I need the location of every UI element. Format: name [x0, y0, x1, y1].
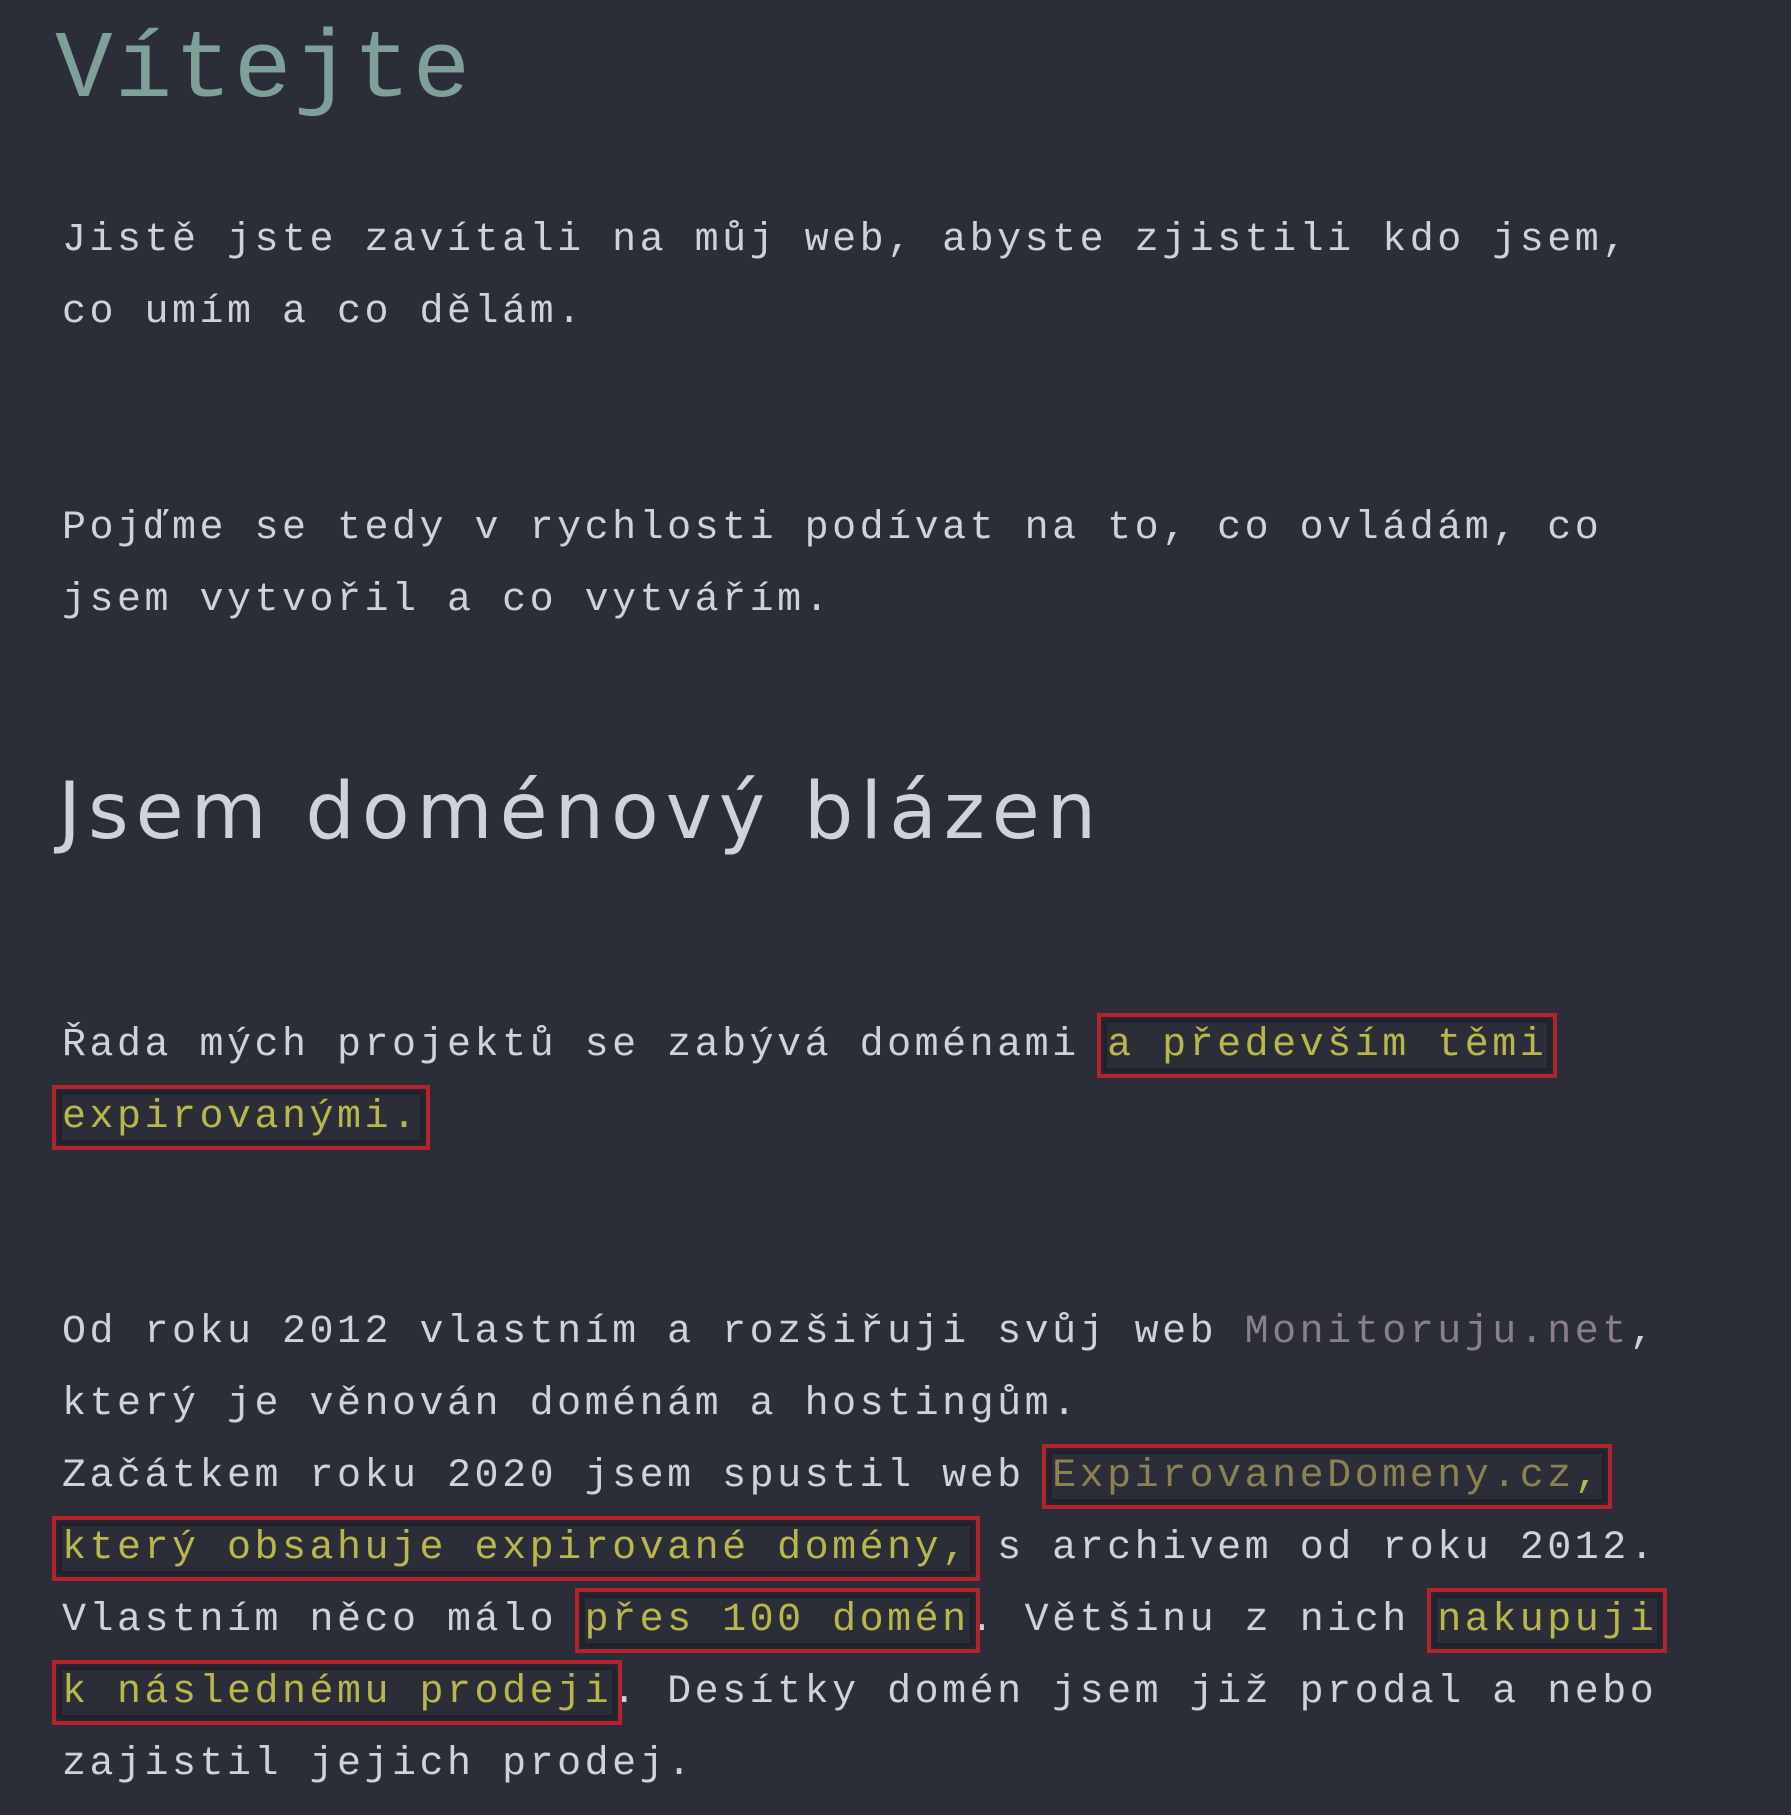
history-line-3	[62, 1441, 1657, 1513]
history-text-6: . Desítky domén jsem již prodal a nebo	[612, 1670, 1658, 1715]
history-line-1	[62, 1297, 1657, 1369]
highlight-expirovane-link-box	[1052, 1454, 1602, 1499]
domains-line-1	[62, 1010, 1547, 1082]
history-text-5b: . Většinu z nich	[969, 1598, 1438, 1643]
domains-text: Řada mých projektů se zabývá doménami	[62, 1023, 1108, 1068]
overview-line-1: Pojďme se tedy v rychlosti podívat na to, co ovládám, co	[62, 506, 1603, 551]
history-text-5a: Vlastním něco málo	[62, 1598, 585, 1643]
history-line-2: který je věnován doménám a hostingům.	[62, 1382, 1080, 1427]
monitoruju-link[interactable]: Monitoruju.net	[1244, 1310, 1630, 1355]
highlight-expired-domains-1: a především těmi	[1107, 1023, 1548, 1068]
section-heading: Jsem doménový blázen	[58, 767, 1104, 857]
history-text-3: Začátkem roku 2020 jsem spustil web	[62, 1454, 1053, 1499]
history-line-4	[62, 1513, 1657, 1585]
intro-line-2: co umím a co dělám.	[62, 290, 585, 335]
history-line-5	[62, 1585, 1657, 1657]
history-line-7: zajistil jejich prodej.	[62, 1742, 695, 1787]
history-paragraph	[62, 1297, 1657, 1801]
highlight-resale: k následnému prodeji	[62, 1670, 613, 1715]
highlight-buying: nakupuji	[1437, 1598, 1658, 1643]
domains-line-2	[62, 1082, 1547, 1154]
history-text-1: Od roku 2012 vlastním a rozšiřuji svůj web	[62, 1310, 1245, 1355]
history-comma-1: ,	[1629, 1310, 1658, 1355]
domains-paragraph	[62, 1010, 1547, 1154]
overview-line-2: jsem vytvořil a co vytvářím.	[62, 578, 833, 623]
highlight-100-domains: přes 100 domén	[584, 1598, 970, 1643]
history-text-4: s archivem od roku 2012.	[969, 1526, 1658, 1571]
intro-line-1: Jistě jste zavítali na můj web, abyste zjistili kdo jsem,	[62, 218, 1630, 263]
history-comma-3: ,	[1574, 1454, 1603, 1499]
highlight-expired-domains-2: expirovanými.	[62, 1095, 420, 1140]
history-line-6	[62, 1657, 1657, 1729]
overview-paragraph	[62, 493, 1602, 637]
expirovanedomeny-link[interactable]: ExpirovaneDomeny.cz	[1052, 1454, 1575, 1499]
highlight-expired-catalog: který obsahuje expirované domény,	[62, 1526, 970, 1571]
welcome-title: Vítejte	[55, 16, 473, 125]
intro-paragraph	[62, 205, 1630, 349]
